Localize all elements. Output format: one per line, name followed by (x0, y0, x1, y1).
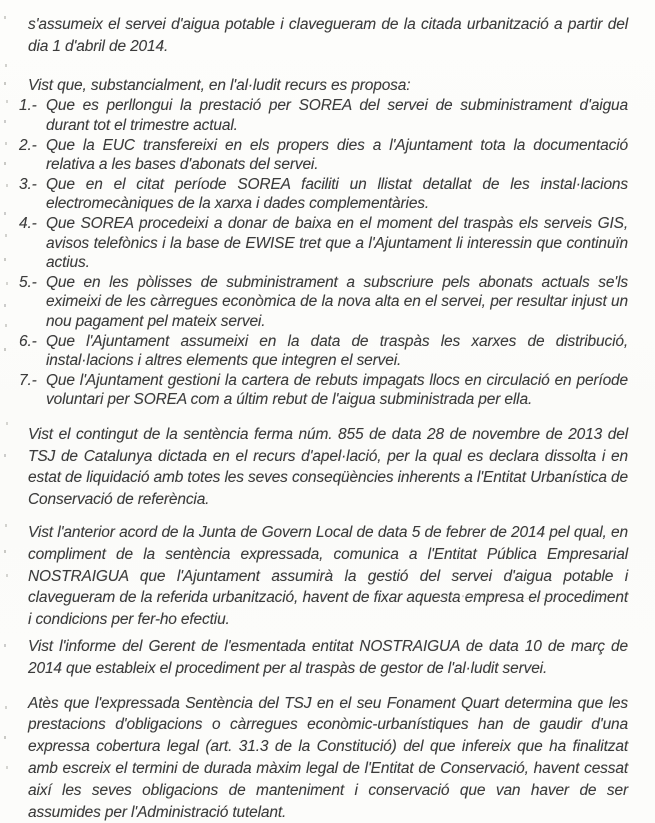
proposal-item (19, 371, 628, 410)
proposal-text: Que SOREA procedeixi a donar de baixa en el moment del traspàs els serveis GIS, avisos telefònics i la base de EWISE tret que a l'Ajuntament li interessin que continuïn actius. (46, 214, 628, 272)
paragraph-sentencia-tsj: Vist el contingut de la sentència ferma núm. 855 de data 28 de novembre de 2013 del TSJ de Catalunya dictada en el recurs d'apel·lació, per la qual es declara dissolta i en estat de liquidació amb totes les seves conseqüències inherents a l'Entitat Urbanística de Conservació de referència. (28, 425, 628, 509)
scan-smudge-mark (516, 598, 556, 599)
proposal-text: Que l'Ajuntament gestioni la cartera de rebuts impagats llocs en circulació en període voluntari per SOREA com a últim rebut de l'aigua subministrada per ella. (46, 371, 628, 409)
proposal-number: 4.- (19, 214, 37, 232)
paragraph-ates-fonament-quart: Atès que l'expressada Sentència del TSJ en el seu Fonament Quart determina que les prestacions d'obligacions o càrregues econòmic-urbanístiques han de gaudir d'una expressa cobertura legal (art. 31.3 de la Constitució) del que infereix que ha finalitzat amb escreix el termini de durada màxim legal de l'Entitat de Conservació, havent cessat així les seves obligacions de manteniment i conservació que van haver de ser assumides per l'Administració tutelant. (28, 694, 628, 821)
proposal-number: 1.- (19, 97, 37, 115)
proposal-text: Que l'Ajuntament assumeixi en la data de traspàs les xarxes de distribució, instal·lacions i altres elements que integren el servei. (46, 332, 628, 370)
document-page (19, 14, 628, 823)
proposal-item (19, 136, 628, 175)
proposal-intro-line: Vist que, substancialment, en l'al·ludit recurs es proposa: (28, 76, 411, 94)
proposal-number: 2.- (19, 136, 37, 154)
proposal-number: 5.- (19, 273, 37, 291)
proposal-text: Que en el citat període SOREA faciliti un llistat detallat de les instal·lacions electromecàniques de la xarxa i dades complementàries. (46, 175, 628, 213)
proposal-item (19, 273, 628, 332)
proposal-text: Que es perllongui la prestació per SOREA del servei de subministrament d'aigua durant tot el trimestre actual. (46, 97, 628, 134)
proposal-text: Que en les pòlisses de subministrament a subscriure pels abonats actuals se'ls eximeixi de les càrregues econòmica de la nova alta en el servei, per resultar injust un nou pagament pel mateix servei. (46, 273, 628, 330)
paragraph-informe-gerent: Vist l'informe del Gerent de l'esmentada entitat NOSTRAIGUA de data 10 de març de 2014 que estableix el procediment per al traspàs de gestor de l'al·ludit servei. (28, 638, 628, 677)
proposal-list (19, 96, 628, 410)
paragraph-acord-junta-govern: Vist l'anterior acord de la Junta de Govern Local de data 5 de febrer de 2014 pel qual, en compliment de la sentència expressada, comunica a l'Entitat Pública Empresarial NOSTRAIGUA que l'Ajuntament assumirà la gestió del servei d'aigua potable i clavegueram de la referida urbanització, havent de fixar aquesta empresa el procediment i condicions per fer-ho efectiu. (28, 524, 628, 629)
proposal-number: 6.- (19, 332, 37, 350)
proposal-number: 3.- (19, 175, 37, 193)
proposal-item (19, 332, 628, 371)
proposal-number: 7.- (19, 371, 37, 389)
proposal-text: Que la EUC transfereixi en els propers dies a l'Ajuntament tota la documentació relativa a les bases d'abonats del servei. (46, 136, 628, 174)
scan-noise-speckles (4, 16, 6, 19)
proposal-item (19, 96, 628, 135)
intro-paragraph: s'assumeix el servei d'aigua potable i clavegueram de la citada urbanització a partir del dia 1 d'abril de 2014. (28, 16, 628, 55)
proposal-item (19, 175, 628, 214)
proposal-item (19, 214, 628, 273)
